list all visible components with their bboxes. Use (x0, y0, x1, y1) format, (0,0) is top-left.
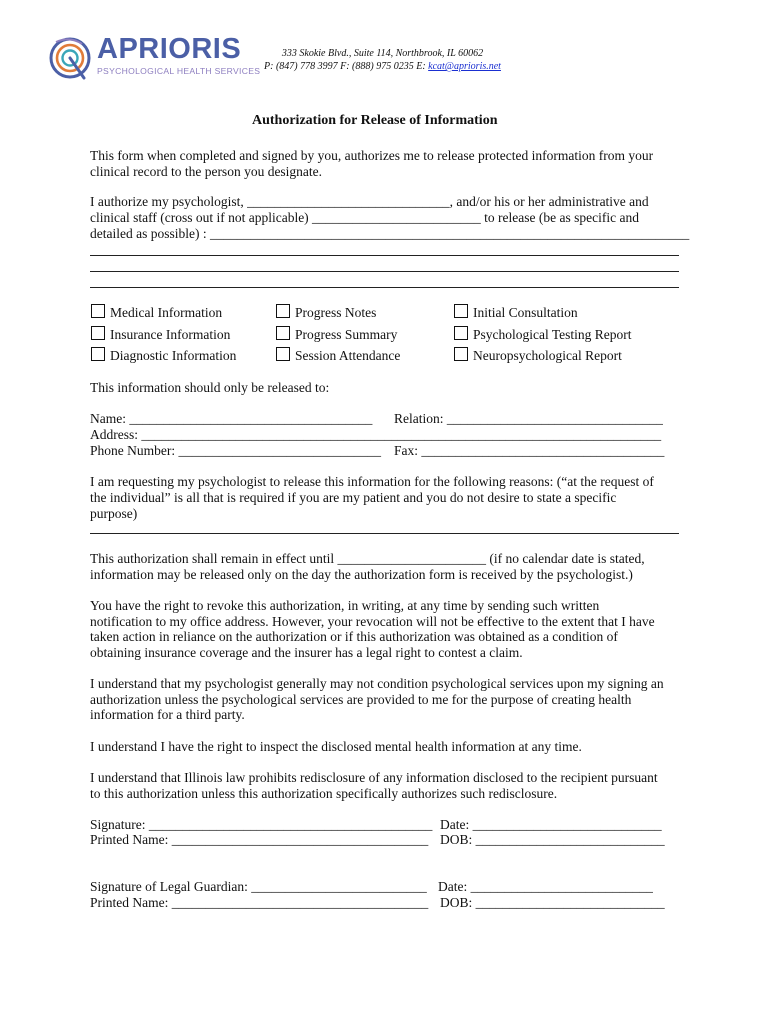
checkbox-label: Diagnostic Information (110, 348, 237, 363)
form-title: Authorization for Release of Information (252, 113, 498, 128)
printed-name-field[interactable]: Printed Name: ______________________________________ (90, 832, 429, 847)
guardian-dob-field[interactable]: DOB: ____________________________ (440, 895, 665, 910)
intro-line-2: clinical record to the person you designate. (90, 164, 323, 179)
checkbox-label: Progress Summary (295, 327, 398, 342)
logo-mark-icon (48, 34, 96, 84)
blank-line[interactable] (90, 287, 679, 288)
reasons-line-1: I am requesting my psychologist to release this information for the following reasons: (“at the request of (90, 474, 654, 489)
recipient-relation-field[interactable]: Relation: ________________________________ (394, 411, 663, 426)
effect-line-1: This authorization shall remain in effect until ______________________ (if no calendar date is stated, (90, 551, 645, 566)
recipient-address-field[interactable]: Address: _____________________________________________________________________________ (90, 427, 662, 442)
checkbox-insurance-information[interactable] (91, 326, 105, 340)
checkbox-label: Insurance Information (110, 327, 231, 342)
office-address (240, 47, 525, 73)
contact-email-link[interactable]: kcat@aprioris.net (428, 61, 501, 72)
guardian-signature-field[interactable]: Signature of Legal Guardian: __________________________ (90, 879, 427, 894)
contact-numbers: P: (847) 778 3997 F: (888) 975 0235 E: (264, 61, 429, 72)
inspect-statement: I understand I have the right to inspect the disclosed mental health information at any time. (90, 739, 582, 754)
checkbox-label: Session Attendance (295, 348, 401, 363)
logo-name: APRIORIS (97, 33, 242, 65)
checkbox-psychological-testing-report[interactable] (454, 326, 468, 340)
dob-field[interactable]: DOB: ____________________________ (440, 832, 665, 847)
signature-field[interactable]: Signature: __________________________________________ (90, 817, 433, 832)
revoke-line-2: notification to my office address. However, your revocation will not be effective to the extent that I have (90, 614, 655, 629)
checkbox-label: Neuropsychological Report (473, 348, 622, 363)
intro-line-1: This form when completed and signed by you, authorizes me to release protected information from your (90, 148, 654, 163)
recipient-phone-field[interactable]: Phone Number: ______________________________ (90, 443, 381, 458)
address-line: 333 Skokie Blvd., Suite 114, Northbrook, IL 60062 (281, 48, 484, 59)
revoke-line-1: You have the right to revoke this authorization, in writing, at any time by sending such written (90, 598, 600, 613)
revoke-line-4: obtaining insurance coverage and the insurer has a legal right to contest a claim. (90, 645, 523, 660)
condition-line-3: information for a third party. (90, 707, 245, 722)
guardian-printed-name-field[interactable]: Printed Name: ______________________________________ (90, 895, 429, 910)
condition-line-1: I understand that my psychologist generally may not condition psychological services upon my signing an (90, 676, 664, 691)
checkbox-initial-consultation[interactable] (454, 304, 468, 318)
recipient-fax-field[interactable]: Fax: ____________________________________ (394, 443, 665, 458)
authorize-line-1: I authorize my psychologist, ______________________________, and/or his or her administrative and (90, 194, 649, 209)
reasons-line-3: purpose) (90, 506, 138, 521)
authorize-line-2: clinical staff (cross out if not applicable) _________________________ to release (be as specific and (90, 210, 639, 225)
condition-line-2: authorization unless the psychological services are provided to me for the purpose of creating health (90, 692, 632, 707)
checkbox-label: Psychological Testing Report (473, 327, 632, 342)
illinois-line-1: I understand that Illinois law prohibits redisclosure of any information disclosed to the recipient pursuant (90, 770, 658, 785)
revoke-line-3: taken action in reliance on the authorization or if this authorization was obtained as a condition of (90, 629, 618, 644)
checkbox-label: Initial Consultation (473, 305, 578, 320)
blank-line[interactable] (90, 271, 679, 272)
aprioris-logo (48, 33, 261, 84)
checkbox-neuropsychological-report[interactable] (454, 347, 468, 361)
signature-date-field[interactable]: Date: ____________________________ (440, 817, 662, 832)
guardian-date-field[interactable]: Date: ___________________________ (438, 879, 653, 894)
reasons-line-2: the individual” is all that is required if you are my patient and you do not desire to state a specific (90, 490, 617, 505)
reasons-blank-line[interactable] (90, 533, 679, 534)
checkbox-diagnostic-information[interactable] (91, 347, 105, 361)
blank-line[interactable] (90, 255, 679, 256)
authorize-line-3: detailed as possible) : _______________________________________________________________________ (90, 226, 690, 241)
release-to-heading: This information should only be released to: (90, 380, 330, 395)
checkbox-medical-information[interactable] (91, 304, 105, 318)
checkbox-label: Medical Information (110, 305, 223, 320)
checkbox-session-attendance[interactable] (276, 347, 290, 361)
checkbox-label: Progress Notes (295, 305, 377, 320)
effect-line-2: information may be released only on the day the authorization form is received by the psychologist.) (90, 567, 633, 582)
logo-tagline: PSYCHOLOGICAL HEALTH SERVICES (97, 66, 261, 76)
checkbox-progress-notes[interactable] (276, 304, 290, 318)
contact-line (240, 60, 525, 73)
checkbox-progress-summary[interactable] (276, 326, 290, 340)
illinois-line-2: to this authorization unless this authorization specifically authorizes such redisclosure. (90, 786, 558, 801)
recipient-name-field[interactable]: Name: ____________________________________ (90, 411, 373, 426)
